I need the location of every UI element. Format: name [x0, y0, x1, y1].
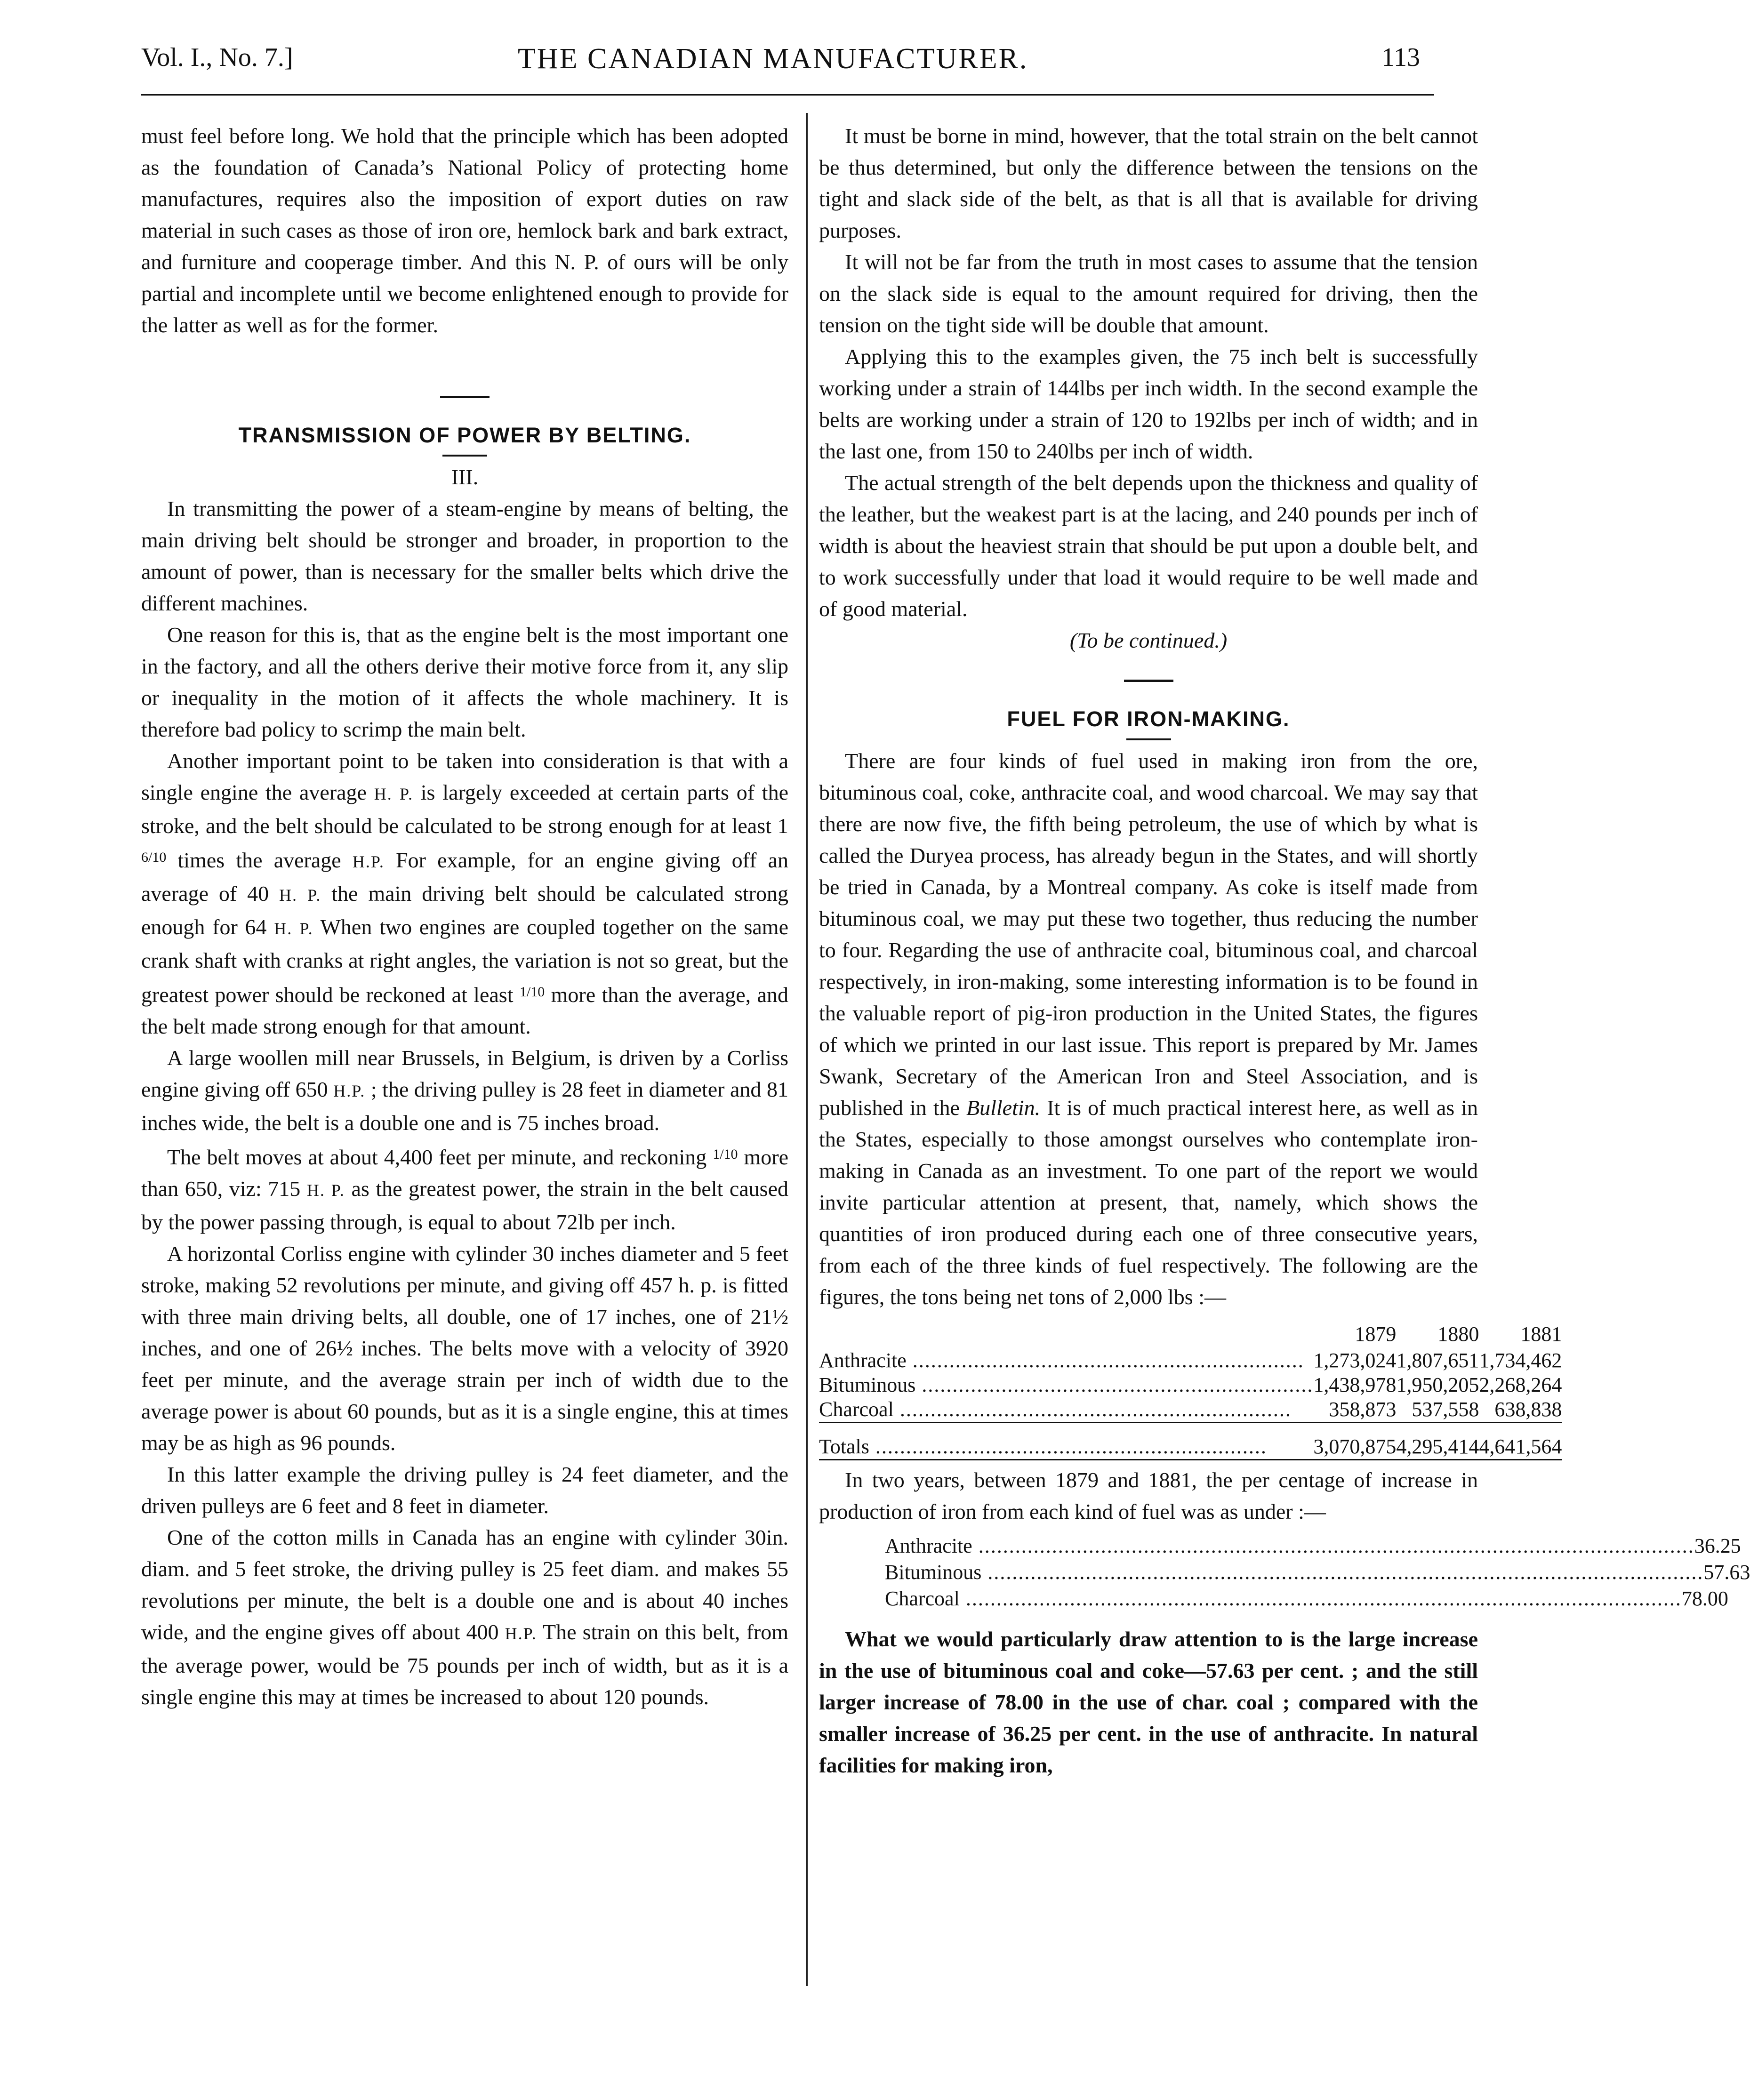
- table-row: [819, 1397, 1562, 1423]
- text-run: times the average: [166, 848, 353, 872]
- belting-paragraph-8: [141, 1522, 788, 1713]
- text-run: is largely exceeded at certain parts of the stroke, and the belt should be calculated to be strong enough for at least 1: [141, 780, 788, 838]
- percent-value: 57.63: [1703, 1561, 1750, 1584]
- fuel-paragraph-2: In two years, between 1879 and 1881, the per centage of increase in production of iron from each kind of fuel was as under :—: [819, 1468, 1478, 1523]
- text-run: ; the driving pulley is 28 feet in diameter and 81 inches wide, the belt is a double one and is 75 inches broad.: [141, 1077, 788, 1135]
- totals-label: Totals .....: [819, 1427, 1313, 1460]
- list-item: [885, 1533, 1741, 1559]
- right-column: [819, 120, 1750, 1781]
- row-label: Bituminous .....: [819, 1373, 1313, 1397]
- table-row: [819, 1373, 1562, 1397]
- table-cell: 2,268,264: [1479, 1373, 1562, 1396]
- iron-production-table: [819, 1322, 1562, 1464]
- hp-abbrev: H. P.: [374, 785, 414, 803]
- year-header: 1879: [1355, 1323, 1397, 1346]
- text-run: The belt moves at about 4,400 feet per minute, and reckoning: [167, 1145, 713, 1169]
- section-separator: [1124, 680, 1173, 682]
- text-run: When two engines are coupled together on the same crank shaft with cranks at right angles, the variation is not so great, but the greatest power should be reckoned at least: [141, 915, 788, 1007]
- belting-paragraph-6: A horizontal Corliss engine with cylinder 30 inches diameter and 5 feet stroke, making 52 revolutions per minute, and giving off 457 h. p. is fitted with three main driving belts, all double, one of 17 inches, one of 21½ inches, and one of 26½ inches. The belts move with a velocity of 3920 feet per minute, and the average strain per inch of width due to the average power is about 60 pounds, but as it is a single engine, this at times may be as high as 96 pounds.: [141, 1242, 788, 1455]
- text-run: A large woollen mill near Brussels, in Belgium, is driven by a Corliss engine giving off 650: [141, 1046, 788, 1101]
- year-header: 1880: [1437, 1323, 1479, 1346]
- table-cell: 1,273,024: [1313, 1349, 1397, 1372]
- table-header-row: [819, 1322, 1562, 1348]
- table-row: [819, 1348, 1562, 1373]
- title-rule: [442, 455, 487, 457]
- fraction: 1/10: [519, 984, 545, 1000]
- belting-paragraph-7: In this latter example the driving pulley is 24 feet diameter, and the driven pulleys are 6 feet and 8 feet in diameter.: [141, 1462, 788, 1518]
- year-header: 1881: [1520, 1323, 1562, 1346]
- belting-paragraph-4: [141, 1042, 788, 1138]
- publication-title: THE CANADIAN MANUFACTURER.: [518, 43, 1028, 75]
- table-cell: 3,070,875: [1313, 1435, 1397, 1458]
- volume-info: Vol. I., No. 7.]: [141, 43, 293, 72]
- belting-paragraph-1: In transmitting the power of a steam-engine by means of belting, the main driving belt should be stronger and broader, in proportion to the amount of power, than is necessary for the smaller belts which drive the different machines.: [141, 497, 788, 615]
- table-cell: 358,873: [1329, 1398, 1397, 1421]
- row-label: Anthracite .....: [819, 1348, 1313, 1373]
- belting-paragraph-12: The actual strength of the belt depends upon the thickness and quality of the leather, but the weakest part is at the lacing, and 240 pounds per inch of width is about the heaviest strain that should be put upon a double belt, and to work successfully under that load it would require to be well made and of good material.: [819, 471, 1478, 621]
- percent-label: Charcoal .....: [885, 1586, 1682, 1612]
- text-run: There are four kinds of fuel used in making iron from the ore, bituminous coal, coke, anthracite coal, and wood charcoal. We may say that there are now five, the fifth being petroleum, the use of which by what is called the Duryea process, has already begun in the States, and will shortly be tried in Canada, by a Montreal company. As coke is itself made from bituminous coal, we may put these two together, thus reducing the number to four. Regarding the use of anthracite coal, bituminous coal, and charcoal respectively, in iron-making, some interesting information is to be found in the valuable report of pig-iron production in the United States, the figures of which we printed in our last issue. This report is prepared by Mr. James Swank, Secretary of the American Iron and Steel Association, and is published in the: [819, 749, 1478, 1120]
- text-run: more than 650, viz: 715: [141, 1145, 789, 1201]
- row-label: Charcoal .....: [819, 1397, 1313, 1423]
- table-cell: 4,641,564: [1479, 1435, 1562, 1458]
- text-run: more than the average, and the belt made strong enough for that amount.: [141, 983, 788, 1038]
- fraction: 6/10: [141, 850, 167, 865]
- text-run: It is of much practical interest here, as well as in the States, especially to those amongst ourselves who contemplate iron-making in Canada as an investment. To one part of the report we would invite particular attention at present, that, namely, which shows the quantities of iron produced during each one of three consecutive years, from each of the three kinds of fuel respectively. The following are the figures, the tons being net tons of 2,000 lbs :—: [819, 1096, 1478, 1309]
- belting-paragraph-5: [141, 1138, 788, 1238]
- fraction: 1/10: [713, 1146, 738, 1162]
- belting-paragraph-9: It must be borne in mind, however, that the total strain on the belt cannot be thus determined, but only the difference between the tensions on the tight and slack side of the belt, as that is all that is available for driving purposes.: [819, 124, 1478, 242]
- column-divider: [806, 113, 808, 1986]
- percentage-list: [819, 1533, 1750, 1612]
- table-cell: 1,438,978: [1313, 1373, 1397, 1396]
- section-separator: [440, 396, 490, 398]
- title-rule: [1126, 738, 1171, 740]
- belting-section-title: TRANSMISSION OF POWER BY BELTING.: [238, 423, 691, 447]
- left-column: [141, 120, 788, 1713]
- table-cell: 1,734,462: [1479, 1349, 1562, 1372]
- hp-abbrev: H. P.: [279, 886, 321, 905]
- section-number: III.: [451, 465, 479, 489]
- page-header: [141, 42, 1448, 89]
- hp-abbrev: H.P.: [505, 1624, 537, 1643]
- fuel-paragraph-1: [819, 745, 1478, 1313]
- table-cell: 4,295,414: [1396, 1435, 1479, 1458]
- intro-paragraph: must feel before long. We hold that the principle which has been adopted as the foundation of Canada’s National Policy of protecting home manufactures, requires also the imposition of export duties on raw material in such cases as those of iron ore, hemlock bark and bark extract, and furniture and cooperage timber. And this N. P. of ours will be only partial and incomplete until we become enlightened enough to provide for the latter as well as for the former.: [141, 124, 788, 337]
- hp-abbrev: H.P.: [333, 1082, 366, 1100]
- belting-paragraph-11: Applying this to the examples given, the 75 inch belt is successfully working under a strain of 144lbs per inch width. In the second example the belts are working under a strain of 120 to 192lbs per inch of width; and in the last one, from 150 to 240lbs per inch of width.: [819, 345, 1478, 463]
- header-rule: [141, 94, 1434, 96]
- percent-label: Bituminous .....: [885, 1559, 1703, 1586]
- belting-paragraph-10: It will not be far from the truth in most cases to assume that the tension on the slack side is equal to the amount required for driving, then the tension on the tight side will be double that amount.: [819, 250, 1478, 337]
- text-run: One of the cotton mills in Canada has an engine with cylinder 30in. diam. and 5 feet stroke, the driving pulley is 25 feet diam. and makes 55 revolutions per minute, the belt is a double one and is about 40 inches wide, and the engine gives off about 400: [141, 1525, 788, 1644]
- table-cell: 1,950,205: [1396, 1373, 1479, 1396]
- hp-abbrev: H. P.: [274, 919, 313, 938]
- bulletin-title: Bulletin.: [966, 1096, 1041, 1120]
- fuel-section-title: FUEL FOR IRON-MAKING.: [1007, 707, 1290, 731]
- list-item: [885, 1586, 1728, 1612]
- table-rule: [819, 1423, 1562, 1427]
- to-be-continued: (To be continued.): [1069, 628, 1228, 652]
- belting-paragraph-2: One reason for this is, that as the engine belt is the most important one in the factory, and all the others derive their motive force from it, any slip or inequality in the motion of it affects the whole machinery. It is therefore bad policy to scrimp the main belt.: [141, 623, 788, 741]
- table-cell: 1,807,651: [1396, 1349, 1479, 1372]
- table-rule: [819, 1460, 1562, 1465]
- totals-row: [819, 1427, 1562, 1460]
- percent-label: Anthracite .....: [885, 1533, 1694, 1559]
- hp-abbrev: H.P.: [352, 852, 385, 871]
- table-cell: 537,558: [1412, 1398, 1479, 1421]
- text-run: the main driving belt should be calculated strong enough for 64: [141, 882, 788, 939]
- list-item: [885, 1559, 1750, 1586]
- table-cell: 638,838: [1494, 1398, 1562, 1421]
- text-run: Another important point to be taken into consideration is that with a single engine the average: [141, 749, 788, 804]
- percent-value: 36.25: [1694, 1534, 1741, 1557]
- percent-value: 78.00: [1681, 1587, 1728, 1610]
- text-run: The strain on this belt, from the average power, would be 75 pounds per inch of width, but as it is a single engine this may at times be increased to about 120 pounds.: [141, 1620, 788, 1709]
- text-run: as the greatest power, the strain in the belt caused by the power passing through, is equal to about 72lb per inch.: [141, 1177, 788, 1234]
- hp-abbrev: H. P.: [306, 1181, 345, 1200]
- text-run: For example, for an engine giving off an average of 40: [141, 848, 788, 906]
- belting-paragraph-3: [141, 745, 788, 1042]
- fuel-paragraph-3: What we would particularly draw attention to is the large increase in the use of bituminous coal and coke—57.63 per cent. ; and the still larger increase of 78.00 in the use of char. coal ; compared with the smaller increase of 36.25 per cent. in the use of anthracite. In natural facilities for making iron,: [819, 1627, 1478, 1777]
- table-corner: [819, 1322, 1313, 1348]
- page-number: 113: [1381, 43, 1420, 72]
